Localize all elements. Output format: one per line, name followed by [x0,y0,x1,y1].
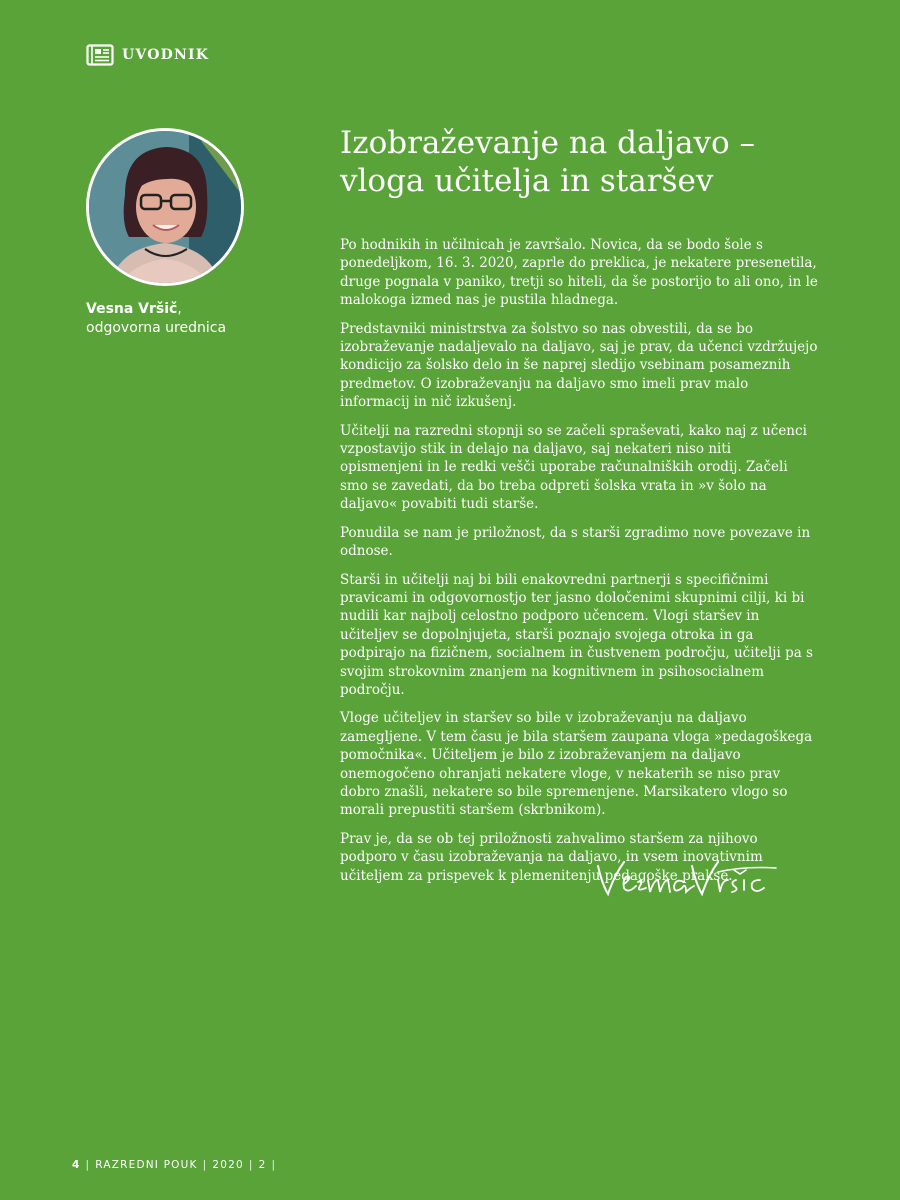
author-name: Vesna Vršič [86,301,178,317]
author-name-suffix: , [177,301,182,317]
author-role: odgovorna urednica [86,320,227,336]
author-signature [594,856,780,902]
article-paragraph: Učitelji na razredni stopnji so se začeli spraševati, kako naj z učenci vzpostavijo stik in delajo na daljavo, saj nekateri niso niti opismenjeni in le redki vešči uporabe računalniških orodij. Začeli smo se zavedati, da bo treba odpreti šolska vrata in »v šolo na daljavo« povabiti tudi starše. [340,422,807,513]
article-paragraph: Starši in učitelji naj bi bili enakovredni partnerji s specifičnimi pravicami in odgovornostjo ter jasno določenimi skupnimi cilji, ki bi nudili kar najbolj celostno podporo učencem. Vlogi staršev in učiteljev se dopolnjujeta, starši poznajo svojega otroka in ga podpirajo na fizičnem, socialnem in čustvenem področju, učitelji pa s svojim strokovnim znanjem na kognitivnem in psihosocialnem področju. [340,571,813,698]
author-caption [86,300,226,338]
magazine-name: RAZREDNI POUK [95,1159,198,1171]
author-photo [86,128,244,286]
newspaper-icon [86,44,114,66]
article-title: Izobraževanje na daljavo – vloga učitelja in staršev [340,125,756,199]
article-paragraph: Predstavniki ministrstva za šolstvo so nas obvestili, da se bo izobraževanje nadaljevalo na daljavo, saj je prav, da učenci vzdržujejo kondicijo za šolsko delo in še naprej sledijo vsebinam posameznih predmetov. O izobraževanju na daljavo smo imeli prav malo informacij in nič izkušenj. [340,320,818,411]
section-label: UVODNIK [122,47,210,63]
footer-separator: | [271,1159,277,1171]
page-number: 4 [72,1159,81,1171]
article-paragraph: Ponudila se nam je priložnost, da s starši zgradimo nove povezave in odnose. [340,524,811,560]
magazine-year: 2020 [212,1159,244,1171]
page-footer [72,1159,281,1171]
article-body [340,236,818,895]
magazine-issue: 2 [258,1159,267,1171]
article-paragraph: Po hodnikih in učilnicah je završalo. Novica, da se bodo šole s ponedeljkom, 16. 3. 2020, zaprle do preklica, je nekatere presenetila, druge pognala v paniko, tretji so hiteli, da še postorijo to ali ono, in le malokoga izmed nas je pustila hladnega. [340,237,818,309]
article-paragraph: Prav je, da se ob tej priložnosti zahvalimo staršem za njihovo podporo v času izobraževanja na daljavo, in vsem inovativnim učiteljem za prispevek k plemenitenju pedagoške prakse. [340,830,763,884]
section-header [86,44,209,66]
article-paragraph: Vloge učiteljev in staršev so bile v izobraževanju na daljavo zamegljene. V tem času je bila staršem zaupana vloga »pedagoškega pomočnika«. Učiteljem je bilo z izobraževanjem na daljavo onemogočeno ohranjati nekatere vloge, v nekaterih se niso prav dobro znašli, nekatere so bile spremenjene. Marsikatero vlogo so morali prepustiti staršem (skrbnikom). [340,710,813,819]
footer-separator: | [202,1159,208,1171]
footer-separator: | [248,1159,254,1171]
footer-separator: | [85,1159,91,1171]
